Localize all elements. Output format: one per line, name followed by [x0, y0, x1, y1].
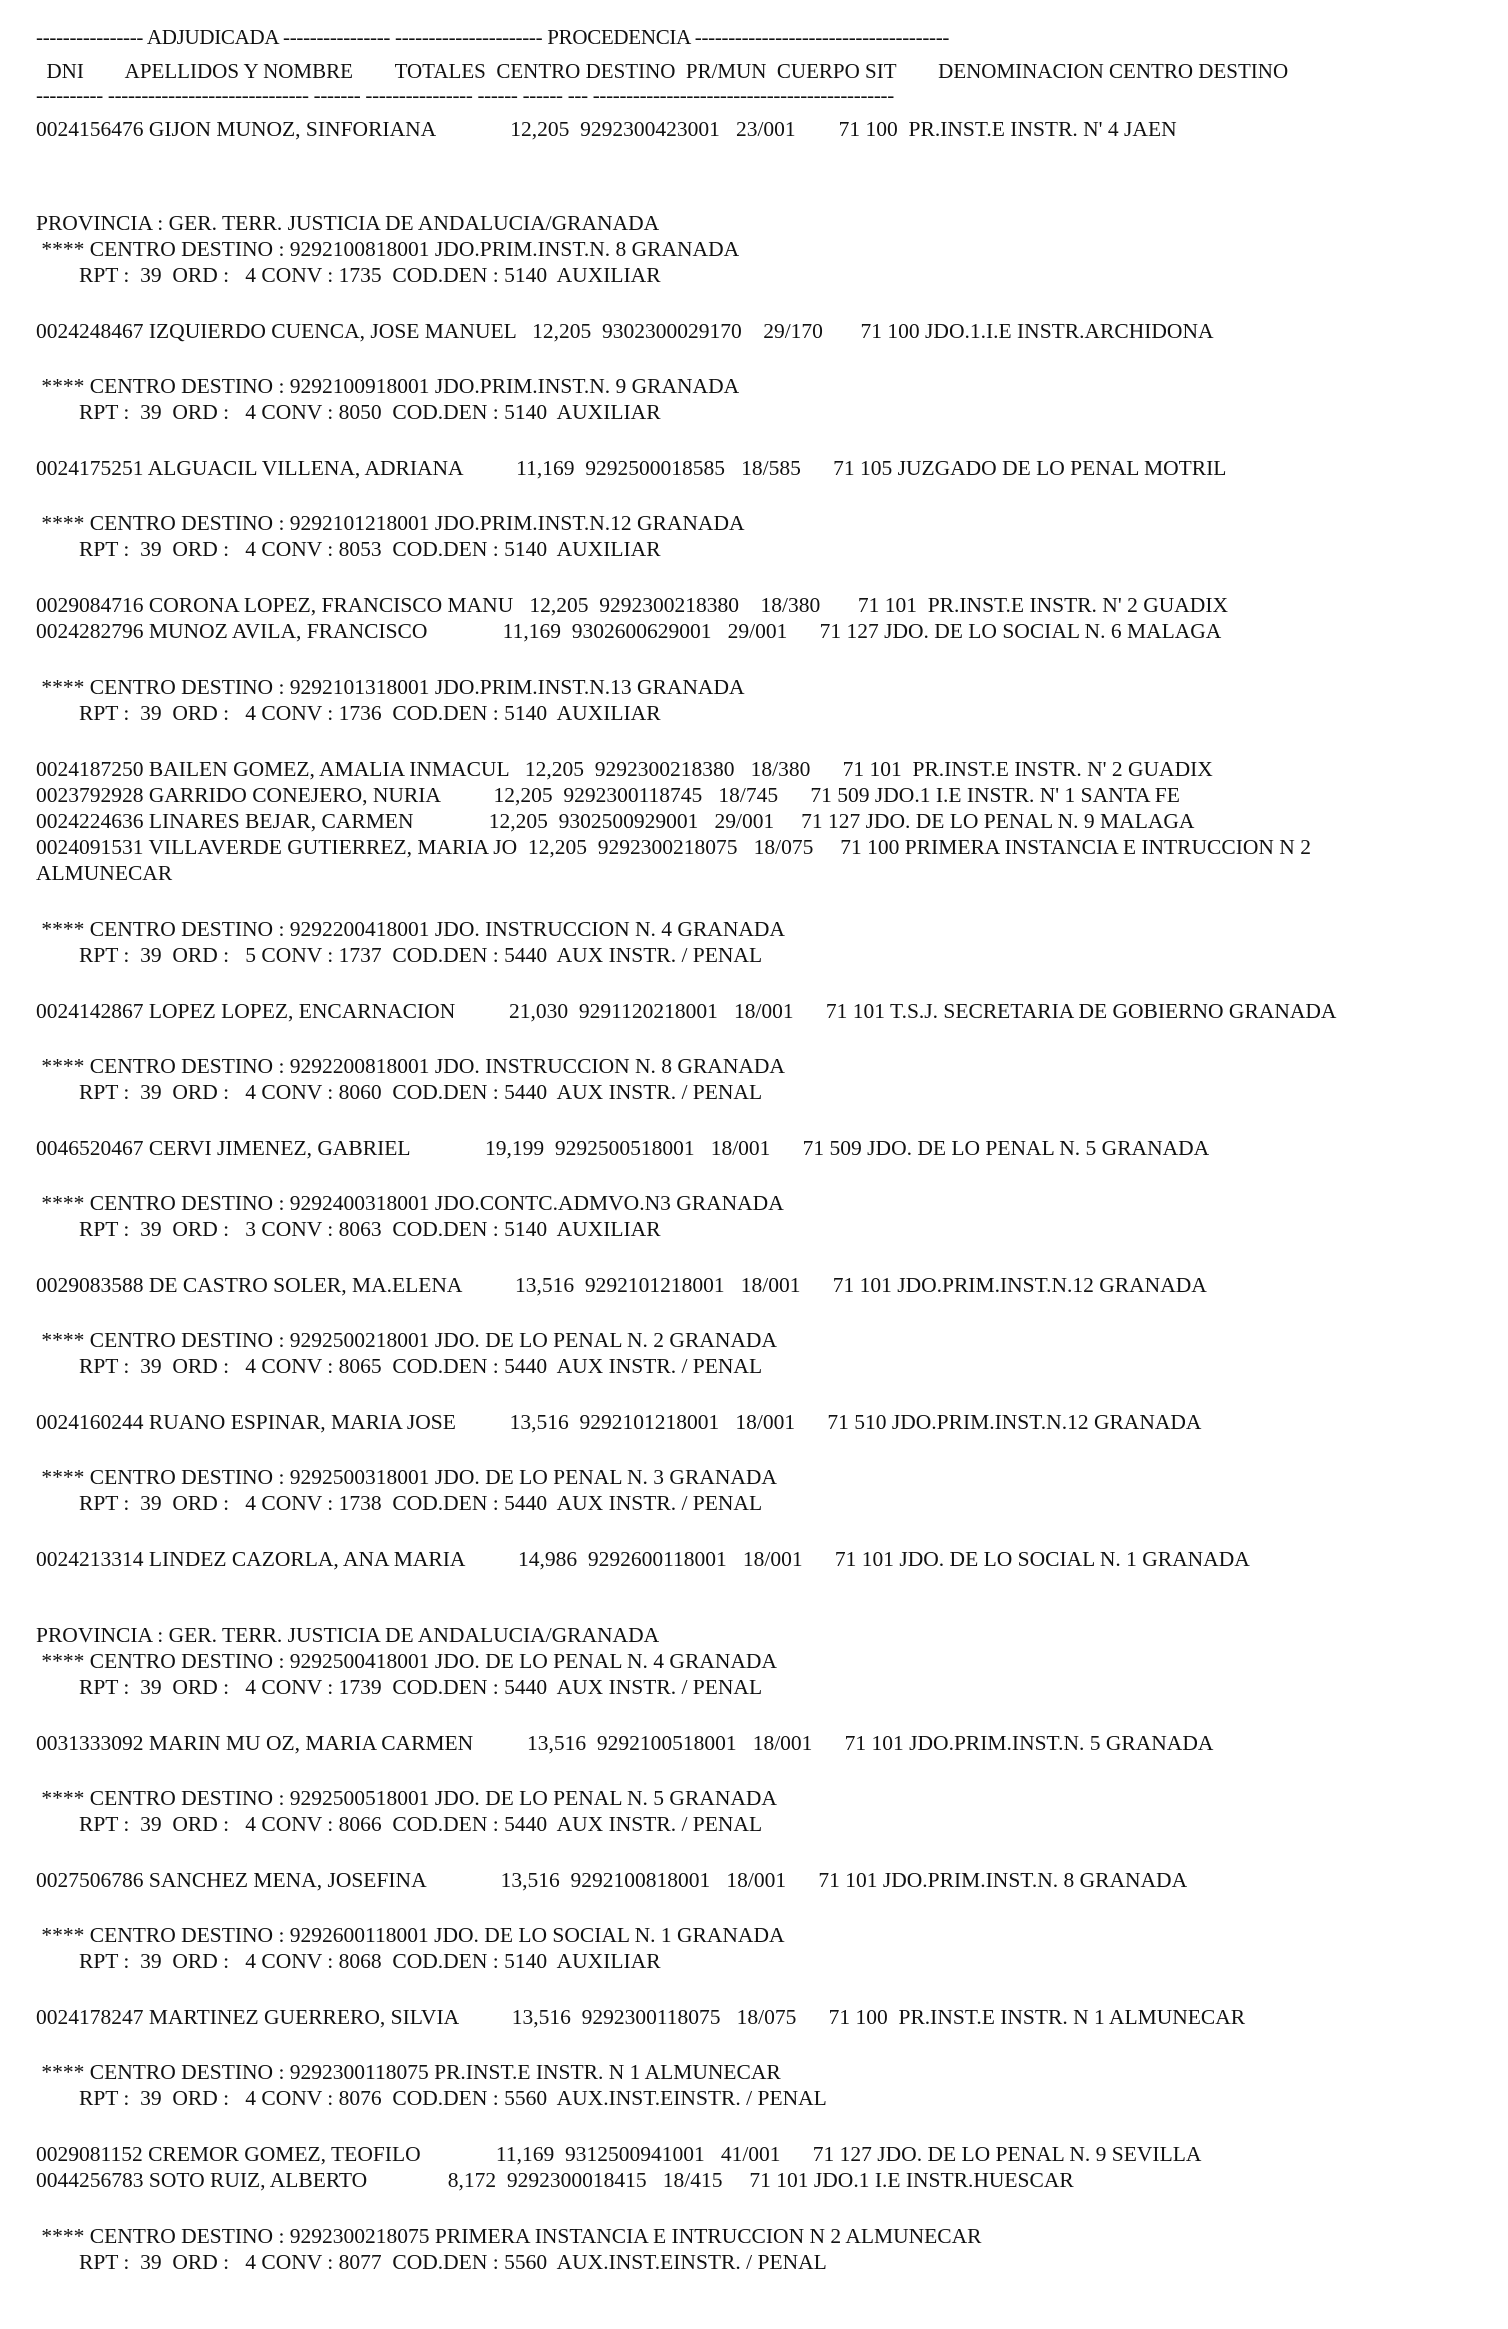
rpt-detail-line: RPT : 39 ORD : 4 CONV : 8050 COD.DEN : 5140 AUXILIAR [36, 400, 661, 424]
header-rule: ---------- ------------------------------ ------- ---------------- ------ ------ --- --------------------------------------------- [36, 83, 894, 107]
record-line: 0031333092 MARIN MU OZ, MARIA CARMEN 13,516 9292100518001 18/001 71 101 JDO.PRIM.INST.N. 5 GRANADA [36, 1731, 1214, 1755]
rpt-detail-line: RPT : 39 ORD : 4 CONV : 8077 COD.DEN : 5560 AUX.INST.EINSTR. / PENAL [36, 2250, 827, 2274]
record-line: 0024248467 IZQUIERDO CUENCA, JOSE MANUEL 12,205 9302300029170 29/170 71 100 JDO.1.I.E INSTR.ARCHIDONA [36, 319, 1214, 343]
destination-center-line: **** CENTRO DESTINO : 9292100818001 JDO.PRIM.INST.N. 8 GRANADA [36, 237, 740, 261]
destination-center-line: **** CENTRO DESTINO : 9292101218001 JDO.PRIM.INST.N.12 GRANADA [36, 511, 745, 535]
rpt-detail-line: RPT : 39 ORD : 4 CONV : 8060 COD.DEN : 5440 AUX INSTR. / PENAL [36, 1080, 763, 1104]
rpt-detail-line: RPT : 39 ORD : 4 CONV : 8066 COD.DEN : 5440 AUX INSTR. / PENAL [36, 1812, 763, 1836]
header-top-line: ---------------- ADJUDICADA ---------------- ---------------------- PROCEDENCIA -------------------------------------- [36, 25, 950, 49]
rpt-detail-line: RPT : 39 ORD : 4 CONV : 8065 COD.DEN : 5440 AUX INSTR. / PENAL [36, 1354, 763, 1378]
province-line: PROVINCIA : GER. TERR. JUSTICIA DE ANDALUCIA/GRANADA [36, 211, 660, 235]
destination-center-line: **** CENTRO DESTINO : 9292200818001 JDO. INSTRUCCION N. 8 GRANADA [36, 1054, 785, 1078]
province-line: PROVINCIA : GER. TERR. JUSTICIA DE ANDALUCIA/GRANADA [36, 1623, 660, 1647]
rpt-detail-line: RPT : 39 ORD : 4 CONV : 8068 COD.DEN : 5140 AUXILIAR [36, 1949, 661, 1973]
destination-center-line: **** CENTRO DESTINO : 9292400318001 JDO.CONTC.ADMVO.N3 GRANADA [36, 1191, 784, 1215]
destination-center-line: **** CENTRO DESTINO : 9292500218001 JDO. DE LO PENAL N. 2 GRANADA [36, 1328, 777, 1352]
record-line: 0024175251 ALGUACIL VILLENA, ADRIANA 11,169 9292500018585 18/585 71 105 JUZGADO DE LO PENAL MOTRIL [36, 456, 1227, 480]
record-line: 0029083588 DE CASTRO SOLER, MA.ELENA 13,516 9292101218001 18/001 71 101 JDO.PRIM.INST.N.12 GRANADA [36, 1273, 1207, 1297]
destination-center-line: **** CENTRO DESTINO : 9292500318001 JDO. DE LO PENAL N. 3 GRANADA [36, 1465, 777, 1489]
rpt-detail-line: RPT : 39 ORD : 4 CONV : 1738 COD.DEN : 5440 AUX INSTR. / PENAL [36, 1491, 763, 1515]
column-headers: DNI APELLIDOS Y NOMBRE TOTALES CENTRO DESTINO PR/MUN CUERPO SIT DENOMINACION CENTRO DESTINO [36, 59, 1289, 83]
destination-center-line: **** CENTRO DESTINO : 9292500518001 JDO. DE LO PENAL N. 5 GRANADA [36, 1786, 777, 1810]
destination-center-line: **** CENTRO DESTINO : 9292200418001 JDO. INSTRUCCION N. 4 GRANADA [36, 917, 785, 941]
record-line: ALMUNECAR [36, 861, 173, 885]
record-line: 0029084716 CORONA LOPEZ, FRANCISCO MANU 12,205 9292300218380 18/380 71 101 PR.INST.E INSTR. N' 2 GUADIX [36, 593, 1229, 617]
destination-center-line: **** CENTRO DESTINO : 9292300118075 PR.INST.E INSTR. N 1 ALMUNECAR [36, 2060, 781, 2084]
record-line: 0024213314 LINDEZ CAZORLA, ANA MARIA 14,986 9292600118001 18/001 71 101 JDO. DE LO SOCIAL N. 1 GRANADA [36, 1547, 1250, 1571]
record-line: 0024156476 GIJON MUNOZ, SINFORIANA 12,205 9292300423001 23/001 71 100 PR.INST.E INSTR. N' 4 JAEN [36, 117, 1177, 141]
destination-center-line: **** CENTRO DESTINO : 9292500418001 JDO. DE LO PENAL N. 4 GRANADA [36, 1649, 777, 1673]
record-line: 0029081152 CREMOR GOMEZ, TEOFILO 11,169 9312500941001 41/001 71 127 JDO. DE LO PENAL N. 9 SEVILLA [36, 2142, 1202, 2166]
rpt-detail-line: RPT : 39 ORD : 4 CONV : 1736 COD.DEN : 5140 AUXILIAR [36, 701, 661, 725]
record-line: 0023792928 GARRIDO CONEJERO, NURIA 12,205 9292300118745 18/745 71 509 JDO.1 I.E INSTR. N' 1 SANTA FE [36, 783, 1180, 807]
record-line: 0027506786 SANCHEZ MENA, JOSEFINA 13,516 9292100818001 18/001 71 101 JDO.PRIM.INST.N. 8 GRANADA [36, 1868, 1188, 1892]
record-line: 0024187250 BAILEN GOMEZ, AMALIA INMACUL 12,205 9292300218380 18/380 71 101 PR.INST.E INSTR. N' 2 GUADIX [36, 757, 1213, 781]
destination-center-line: **** CENTRO DESTINO : 9292100918001 JDO.PRIM.INST.N. 9 GRANADA [36, 374, 740, 398]
rpt-detail-line: RPT : 39 ORD : 4 CONV : 8076 COD.DEN : 5560 AUX.INST.EINSTR. / PENAL [36, 2086, 827, 2110]
destination-center-line: **** CENTRO DESTINO : 9292101318001 JDO.PRIM.INST.N.13 GRANADA [36, 675, 745, 699]
rpt-detail-line: RPT : 39 ORD : 4 CONV : 8053 COD.DEN : 5140 AUXILIAR [36, 537, 661, 561]
record-line: 0024142867 LOPEZ LOPEZ, ENCARNACION 21,030 9291120218001 18/001 71 101 T.S.J. SECRETARIA DE GOBIERNO GRANADA [36, 999, 1337, 1023]
rpt-detail-line: RPT : 39 ORD : 3 CONV : 8063 COD.DEN : 5140 AUXILIAR [36, 1217, 661, 1241]
record-line: 0024178247 MARTINEZ GUERRERO, SILVIA 13,516 9292300118075 18/075 71 100 PR.INST.E INSTR. N 1 ALMUNECAR [36, 2005, 1246, 2029]
record-line: 0024160244 RUANO ESPINAR, MARIA JOSE 13,516 9292101218001 18/001 71 510 JDO.PRIM.INST.N.12 GRANADA [36, 1410, 1202, 1434]
record-line: 0024224636 LINARES BEJAR, CARMEN 12,205 9302500929001 29/001 71 127 JDO. DE LO PENAL N. 9 MALAGA [36, 809, 1195, 833]
destination-center-line: **** CENTRO DESTINO : 9292300218075 PRIMERA INSTANCIA E INTRUCCION N 2 ALMUNECAR [36, 2224, 982, 2248]
rpt-detail-line: RPT : 39 ORD : 5 CONV : 1737 COD.DEN : 5440 AUX INSTR. / PENAL [36, 943, 763, 967]
record-line: 0024091531 VILLAVERDE GUTIERREZ, MARIA JO 12,205 9292300218075 18/075 71 100 PRIMERA INSTANCIA E INTRUCCION N 2 [36, 835, 1311, 859]
rpt-detail-line: RPT : 39 ORD : 4 CONV : 1739 COD.DEN : 5440 AUX INSTR. / PENAL [36, 1675, 763, 1699]
record-line: 0044256783 SOTO RUIZ, ALBERTO 8,172 9292300018415 18/415 71 101 JDO.1 I.E INSTR.HUESCAR [36, 2168, 1074, 2192]
rpt-detail-line: RPT : 39 ORD : 4 CONV : 1735 COD.DEN : 5140 AUXILIAR [36, 263, 661, 287]
record-line: 0024282796 MUNOZ AVILA, FRANCISCO 11,169 9302600629001 29/001 71 127 JDO. DE LO SOCIAL N. 6 MALAGA [36, 619, 1222, 643]
record-line: 0046520467 CERVI JIMENEZ, GABRIEL 19,199 9292500518001 18/001 71 509 JDO. DE LO PENAL N. 5 GRANADA [36, 1136, 1210, 1160]
destination-center-line: **** CENTRO DESTINO : 9292600118001 JDO. DE LO SOCIAL N. 1 GRANADA [36, 1923, 785, 1947]
